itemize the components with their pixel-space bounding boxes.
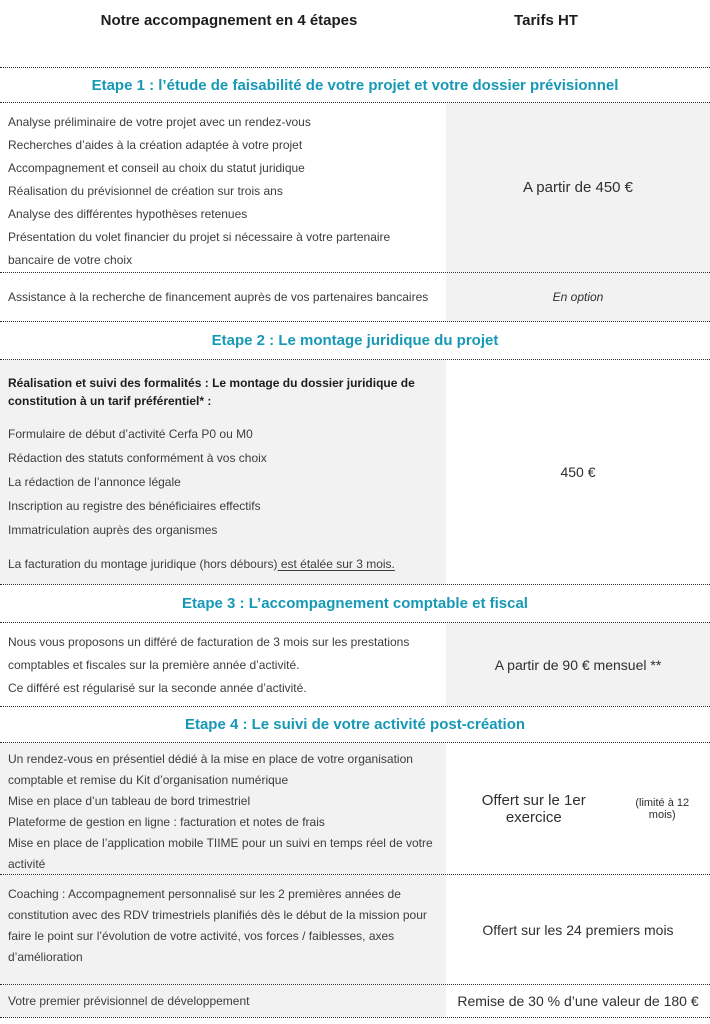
list-item: Accompagnement et conseil au choix du statut juridique: [8, 161, 305, 175]
list-item: comptables et fiscales sur la première année d’activité.: [8, 658, 300, 672]
etape1-option-price-cell: [446, 273, 710, 321]
list-item: Rédaction des statuts conformément à vos choix: [8, 451, 267, 465]
etape4-row3-price: Remise de 30 % d’une valeur de 180 €: [457, 993, 699, 1009]
list-item: Inscription au registre des bénéficiaires effectifs: [8, 499, 261, 513]
etape1-heading: Etape 1 : l’étude de faisabilité de votre projet et votre dossier prévisionnel: [0, 67, 710, 103]
etape4-row3-price-cell: [446, 985, 710, 1017]
list-item: Plateforme de gestion en ligne : facturation et notes de frais: [8, 815, 325, 829]
header-left-column: [0, 0, 446, 67]
etape4-row1-price-note: (limité à 12 mois): [635, 796, 690, 821]
list-item: Mise en place de l’application mobile TIIME pour un suivi en temps réel de votre: [8, 836, 433, 850]
etape2-list: [8, 422, 440, 542]
list-item: Réalisation et suivi des formalités : Le montage du dossier juridique de: [8, 376, 415, 390]
header-right-column: [446, 0, 710, 67]
tarifs-column-title: Tarifs HT: [514, 12, 578, 29]
etape2-footnote-text: La facturation du montage juridique (hors débours): [8, 557, 278, 571]
etape3-row: [0, 623, 710, 707]
etape3-price-cell: [446, 623, 710, 706]
list-item: Un rendez-vous en présentiel dédié à la mise en place de votre organisation: [8, 752, 413, 766]
etape1-option-label-cell: [0, 273, 446, 321]
etape4-row3-label-cell: [0, 985, 446, 1017]
etape2-price: 450 €: [560, 464, 596, 480]
etape2-intro: [8, 374, 440, 410]
etape1-option-row: [0, 273, 710, 322]
etape1-price: A partir de 450 €: [522, 179, 634, 196]
list-item: Mise en place d’un tableau de bord trimestriel: [8, 794, 251, 808]
list-item: constitution à un tarif préférentiel* :: [8, 394, 212, 408]
etape3-price: A partir de 90 € mensuel **: [494, 656, 662, 673]
etape2-heading: Etape 2 : Le montage juridique du projet: [0, 322, 710, 360]
etape1-option-price: En option: [552, 290, 604, 304]
list-item: Coaching : Accompagnement personnalisé sur les 2 premières années de: [8, 887, 401, 901]
etape4-row1: [0, 743, 710, 875]
etape1-services-cell: [0, 103, 446, 272]
document-header: [0, 0, 710, 67]
list-item: Analyse des différentes hypothèses retenues: [8, 207, 248, 221]
etape1-services-row: [0, 103, 710, 273]
list-item: constitution avec des RDV trimestriels planifiés dès le début de la mission pour: [8, 908, 427, 922]
list-item: activité: [8, 857, 46, 871]
list-item: bancaire de votre choix: [8, 253, 133, 267]
list-item: Ce différé est régularisé sur la seconde année d’activité.: [8, 681, 307, 695]
etape4-row3-label: Votre premier prévisionnel de développement: [8, 993, 250, 1008]
list-item: Réalisation du prévisionnel de création sur trois ans: [8, 184, 283, 198]
etape4-row2-services-cell: [0, 875, 446, 984]
etape4-row2: [0, 875, 710, 985]
list-item: Immatriculation auprès des organismes: [8, 523, 218, 537]
etape1-option-label: Assistance à la recherche de financement auprès de vos partenaires bancaires: [8, 289, 429, 304]
list-item: Formulaire de début d’activité Cerfa P0 ou M0: [8, 427, 253, 441]
list-item: Présentation du volet financier du projet si nécessaire à votre partenaire: [8, 230, 391, 244]
etape4-row2-price-cell: [446, 875, 710, 984]
etape4-heading: Etape 4 : Le suivi de votre activité post-création: [0, 707, 710, 743]
list-item: La rédaction de l’annonce légale: [8, 475, 181, 489]
etape1-price-cell: [446, 103, 710, 272]
etape4-row1-price-cell: [446, 743, 710, 874]
etape4-row1-price: Offert sur le 1er exercice: [481, 791, 586, 826]
etape2-footnote-underlined: est étalée sur 3 mois.: [277, 557, 395, 571]
etape4-row1-services-cell: [0, 743, 446, 874]
etape2-services-cell: [0, 360, 446, 584]
etape3-services-cell: [0, 623, 446, 706]
etape4-row2-price: Offert sur les 24 premiers mois: [482, 921, 674, 938]
etape2-row: [0, 360, 710, 585]
list-item: Nous vous proposons un différé de facturation de 3 mois sur les prestations: [8, 635, 410, 649]
list-item: comptable et remise du Kit d’organisation numérique: [8, 773, 289, 787]
etape2-footnote: [8, 552, 440, 576]
etape2-price-cell: [446, 360, 710, 584]
list-item: Analyse préliminaire de votre projet avec un rendez-vous: [8, 115, 311, 129]
list-item: faire le point sur l’évolution de votre activité, vos forces / faiblesses, axes: [8, 929, 395, 943]
list-item: Recherches d’aides à la création adaptée à votre projet: [8, 138, 303, 152]
etape3-heading: Etape 3 : L’accompagnement comptable et fiscal: [0, 585, 710, 623]
etape4-row3: [0, 985, 710, 1018]
page-title: Notre accompagnement en 4 étapes: [100, 12, 358, 29]
list-item: d’amélioration: [8, 950, 83, 964]
